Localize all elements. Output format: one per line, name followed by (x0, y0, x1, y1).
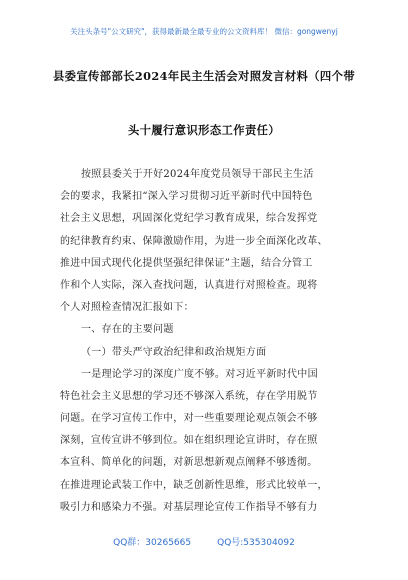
body-line: 问题。在学习宣传工作中，对一些重要理论观点领会不够 (60, 413, 318, 425)
body-line: 作和个人实际，深入查找问题，认真进行对照检查。现将 (60, 279, 318, 291)
document-title-line-1: 县委宣传部部长2024年民主生活会对照发言材料（四个带 (52, 69, 356, 83)
body-line: 深刻，宣传宣讲不够到位。如在组织理论宣讲时，存在照 (60, 435, 318, 447)
section-heading: 一、存在的主要问题 (81, 324, 174, 336)
document-body (60, 164, 360, 519)
body-line: 的纪律教育约束、保障激励作用，为进一步全面深化改革、 (60, 235, 328, 247)
body-line: 吸引力和感染力不强。对基层理论宣传工作指导不够有力 (60, 501, 318, 513)
footer-qq-number: QQ号:535304092 (217, 538, 295, 548)
body-line: 特色社会主义思想的学习还不够深入系统，存在学用脱节 (60, 390, 318, 402)
body-line: 在推进理论武装工作中，缺乏创新性思维，形式比较单一， (60, 479, 328, 491)
body-line: 本宣科、简单化的问题，对新思想新观点阐释不够透彻。 (60, 457, 318, 469)
body-line: 一是理论学习的深度广度不够。对习近平新时代中国 (81, 368, 318, 380)
subsection-heading: （一）带头严守政治纪律和政治规矩方面 (81, 346, 267, 358)
body-line: 会的要求，我紧扣“深入学习贯彻习近平新时代中国特色 (60, 191, 313, 203)
body-line: 按照县委关于开好2024年度党员领导干部民主生活 (81, 169, 314, 180)
body-line: 社会主义思想，巩固深化党纪学习教育成果，综合发挥党 (60, 213, 318, 225)
footer-contact (0, 535, 408, 548)
promo-banner: 关注头条号"公文研究"，获得最新最全最专业的公文资料库！ 微信：gongwenyj (70, 27, 338, 36)
body-line: 个人对照检查情况汇报如下： (60, 302, 194, 314)
body-line: 推进中国式现代化提供坚强纪律保证”主题，结合分管工 (60, 257, 313, 269)
document-title-line-2: 头十履行意识形态工作责任） (127, 123, 281, 137)
footer-qq-group: QQ群：30265665 (113, 538, 192, 548)
